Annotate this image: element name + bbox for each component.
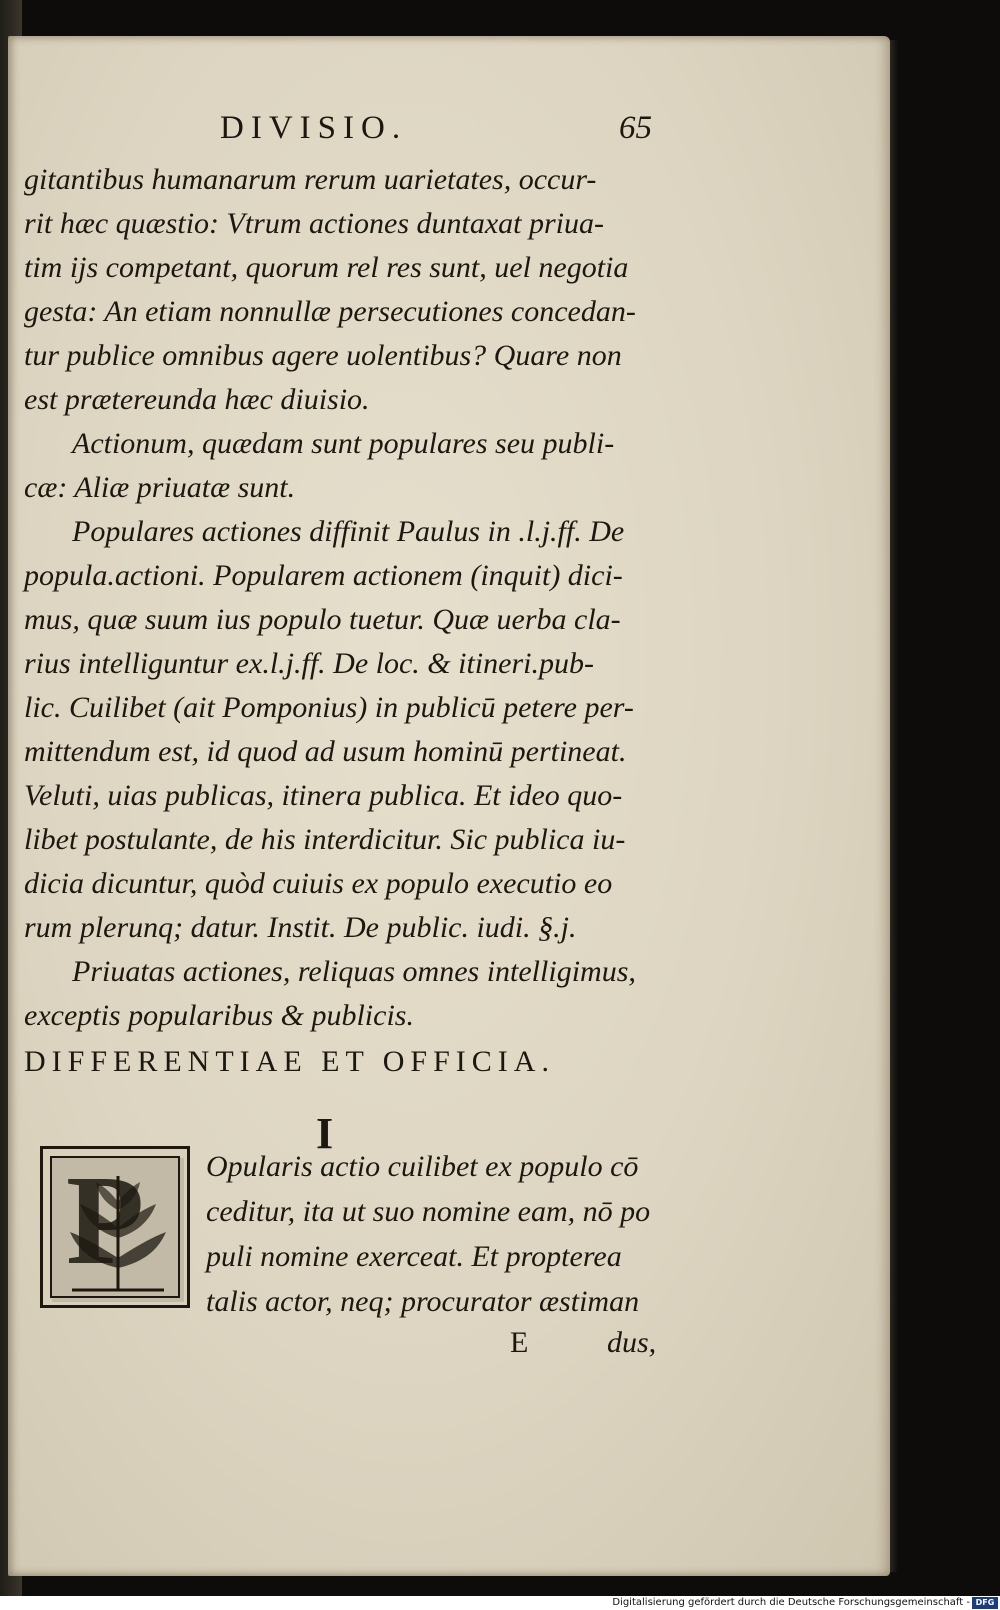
text-line: rum plerunq; datur. Instit. De public. iudi. §.j.	[24, 911, 577, 944]
text-line: rius intelliguntur ex.l.j.ff. De loc. & itineri.pub-	[24, 647, 594, 680]
text-line: gesta: An etiam nonnullæ persecutiones concedan-	[24, 295, 636, 328]
page-header	[150, 110, 670, 156]
page-number: 65	[619, 110, 652, 146]
initial-frame	[50, 1149, 180, 1298]
text-line: mus, quæ suum ius populo tuetur. Quæ uerba cla-	[24, 603, 621, 636]
text-line: popula.actioni. Popularem actionem (inquit) dici-	[24, 559, 623, 592]
initial-letter: P	[66, 1149, 145, 1291]
text-line: mittendum est, id quod ad usum hominū pertineat.	[24, 735, 627, 768]
text-line: libet postulante, de his interdicitur. Sic publica iu-	[24, 823, 626, 856]
text-line: gitantibus humanarum rerum uarietates, occur-	[24, 163, 597, 196]
footer-credit: Digitalisierung gefördert durch die Deutsche Forschungsgemeinschaft -	[612, 1597, 970, 1608]
text-line: Priuatas actiones, reliquas omnes intelligimus,	[72, 955, 636, 988]
text-line: puli nomine exerceat. Et propterea	[206, 1240, 622, 1273]
text-line: cæ: Aliæ priuatæ sunt.	[24, 471, 296, 504]
text-line: Veluti, uias publicas, itinera publica. Et ideo quo-	[24, 779, 623, 812]
text-line: Opularis actio cuilibet ex populo cō	[206, 1150, 639, 1183]
text-line: ceditur, ita ut suo nomine eam, nō po	[206, 1195, 651, 1228]
text-line: tim ijs competant, quorum rel res sunt, uel negotia	[24, 251, 629, 284]
running-head: DIVISIO.	[220, 110, 408, 146]
signature-mark: E	[510, 1326, 529, 1359]
section-heading: DIFFERENTIAE ET OFFICIA.	[24, 1045, 555, 1078]
text-line: tur publice omnibus agere uolentibus? Quare non	[24, 339, 622, 372]
text-line: rit hæc quæstio: Vtrum actiones duntaxat priua-	[24, 207, 604, 240]
text-line: exceptis popularibus & publicis.	[24, 999, 414, 1032]
text-line: dicia dicuntur, quòd cuiuis ex populo executio eo	[24, 867, 613, 900]
text-line: est prætereunda hæc diuisio.	[24, 383, 370, 416]
decorated-initial	[40, 1146, 190, 1308]
dfg-logo: DFG	[972, 1597, 998, 1609]
text-line: Populares actiones diffinit Paulus in .l.j.ff. De	[72, 515, 625, 548]
text-line: Actionum, quædam sunt populares seu publi-	[72, 427, 615, 460]
page-edge-shadow	[890, 40, 898, 1572]
catchword: dus,	[607, 1326, 657, 1359]
section-numeral: I	[316, 1109, 334, 1158]
text-line: lic. Cuilibet (ait Pomponius) in publicū petere per-	[24, 691, 634, 724]
text-line: talis actor, neq; procurator æstiman	[206, 1285, 640, 1318]
